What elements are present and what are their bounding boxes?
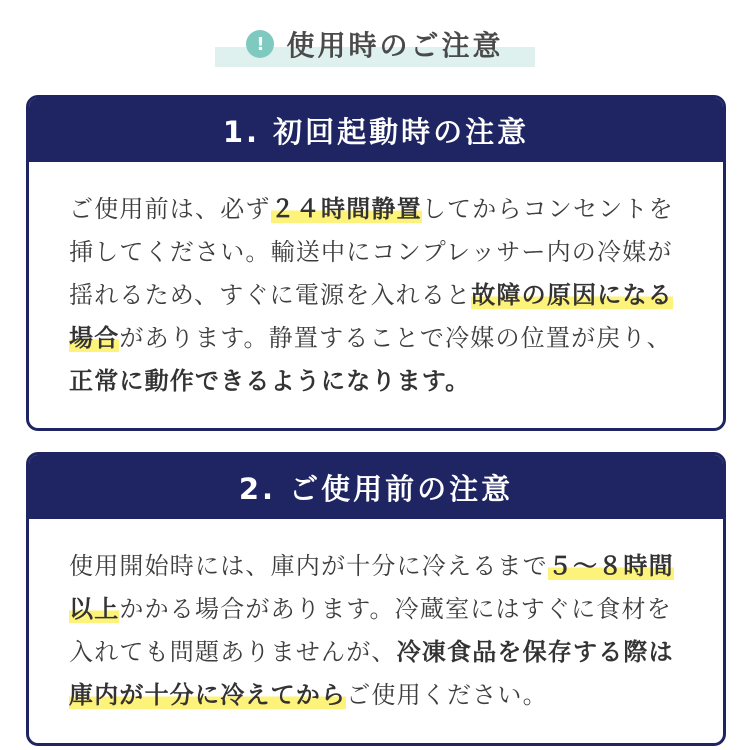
body-text: 入れても問題ありませんが、 [69, 638, 397, 666]
body-text: してからコンセントを [421, 195, 674, 223]
highlighted-text: 以上 [69, 595, 120, 623]
body-line [69, 588, 685, 631]
notice-card-before-use [26, 452, 726, 746]
header-title-row [0, 24, 750, 64]
body-line [69, 631, 685, 674]
highlighted-text: 庫内が十分に冷えてから [69, 681, 347, 709]
bold-text: 冷凍食品を保存する際は [396, 638, 674, 666]
exclamation-icon: ! [246, 30, 274, 58]
body-text: 使用開始時には、庫内が十分に冷えるまで [69, 552, 548, 580]
body-line [69, 231, 685, 274]
body-text: ご使用前は、必ず [69, 195, 271, 223]
body-text: かかる場合があります。冷蔵室にはすぐに食材を [119, 595, 672, 623]
body-line [69, 545, 685, 588]
card-title: 2. ご使用前の注意 [29, 455, 723, 519]
highlighted-text: ５〜８時間 [547, 552, 674, 580]
body-text: ご使用ください。 [346, 681, 548, 709]
body-line [69, 674, 685, 717]
highlighted-text: ２４時間静置 [270, 195, 422, 223]
body-text: 挿してください。輸送中にコンプレッサー内の冷媒が [69, 238, 673, 266]
body-line [69, 360, 685, 403]
body-line [69, 274, 685, 317]
body-line [69, 317, 685, 360]
card-body [29, 162, 723, 403]
highlighted-text: 故障の原因になる [471, 281, 673, 309]
page-title: 使用時のご注意 [286, 29, 504, 62]
highlighted-text: 場合 [69, 324, 120, 352]
body-line [69, 188, 685, 231]
card-body [29, 519, 723, 717]
bold-text: 正常に動作できるようになります。 [69, 367, 471, 395]
card-title: 1. 初回起動時の注意 [29, 98, 723, 162]
body-text: があります。静置することで冷媒の位置が戻り、 [119, 324, 672, 352]
notice-card-first-startup [26, 95, 726, 431]
body-text: 揺れるため、すぐに電源を入れると [69, 281, 472, 309]
notice-header [0, 0, 750, 80]
